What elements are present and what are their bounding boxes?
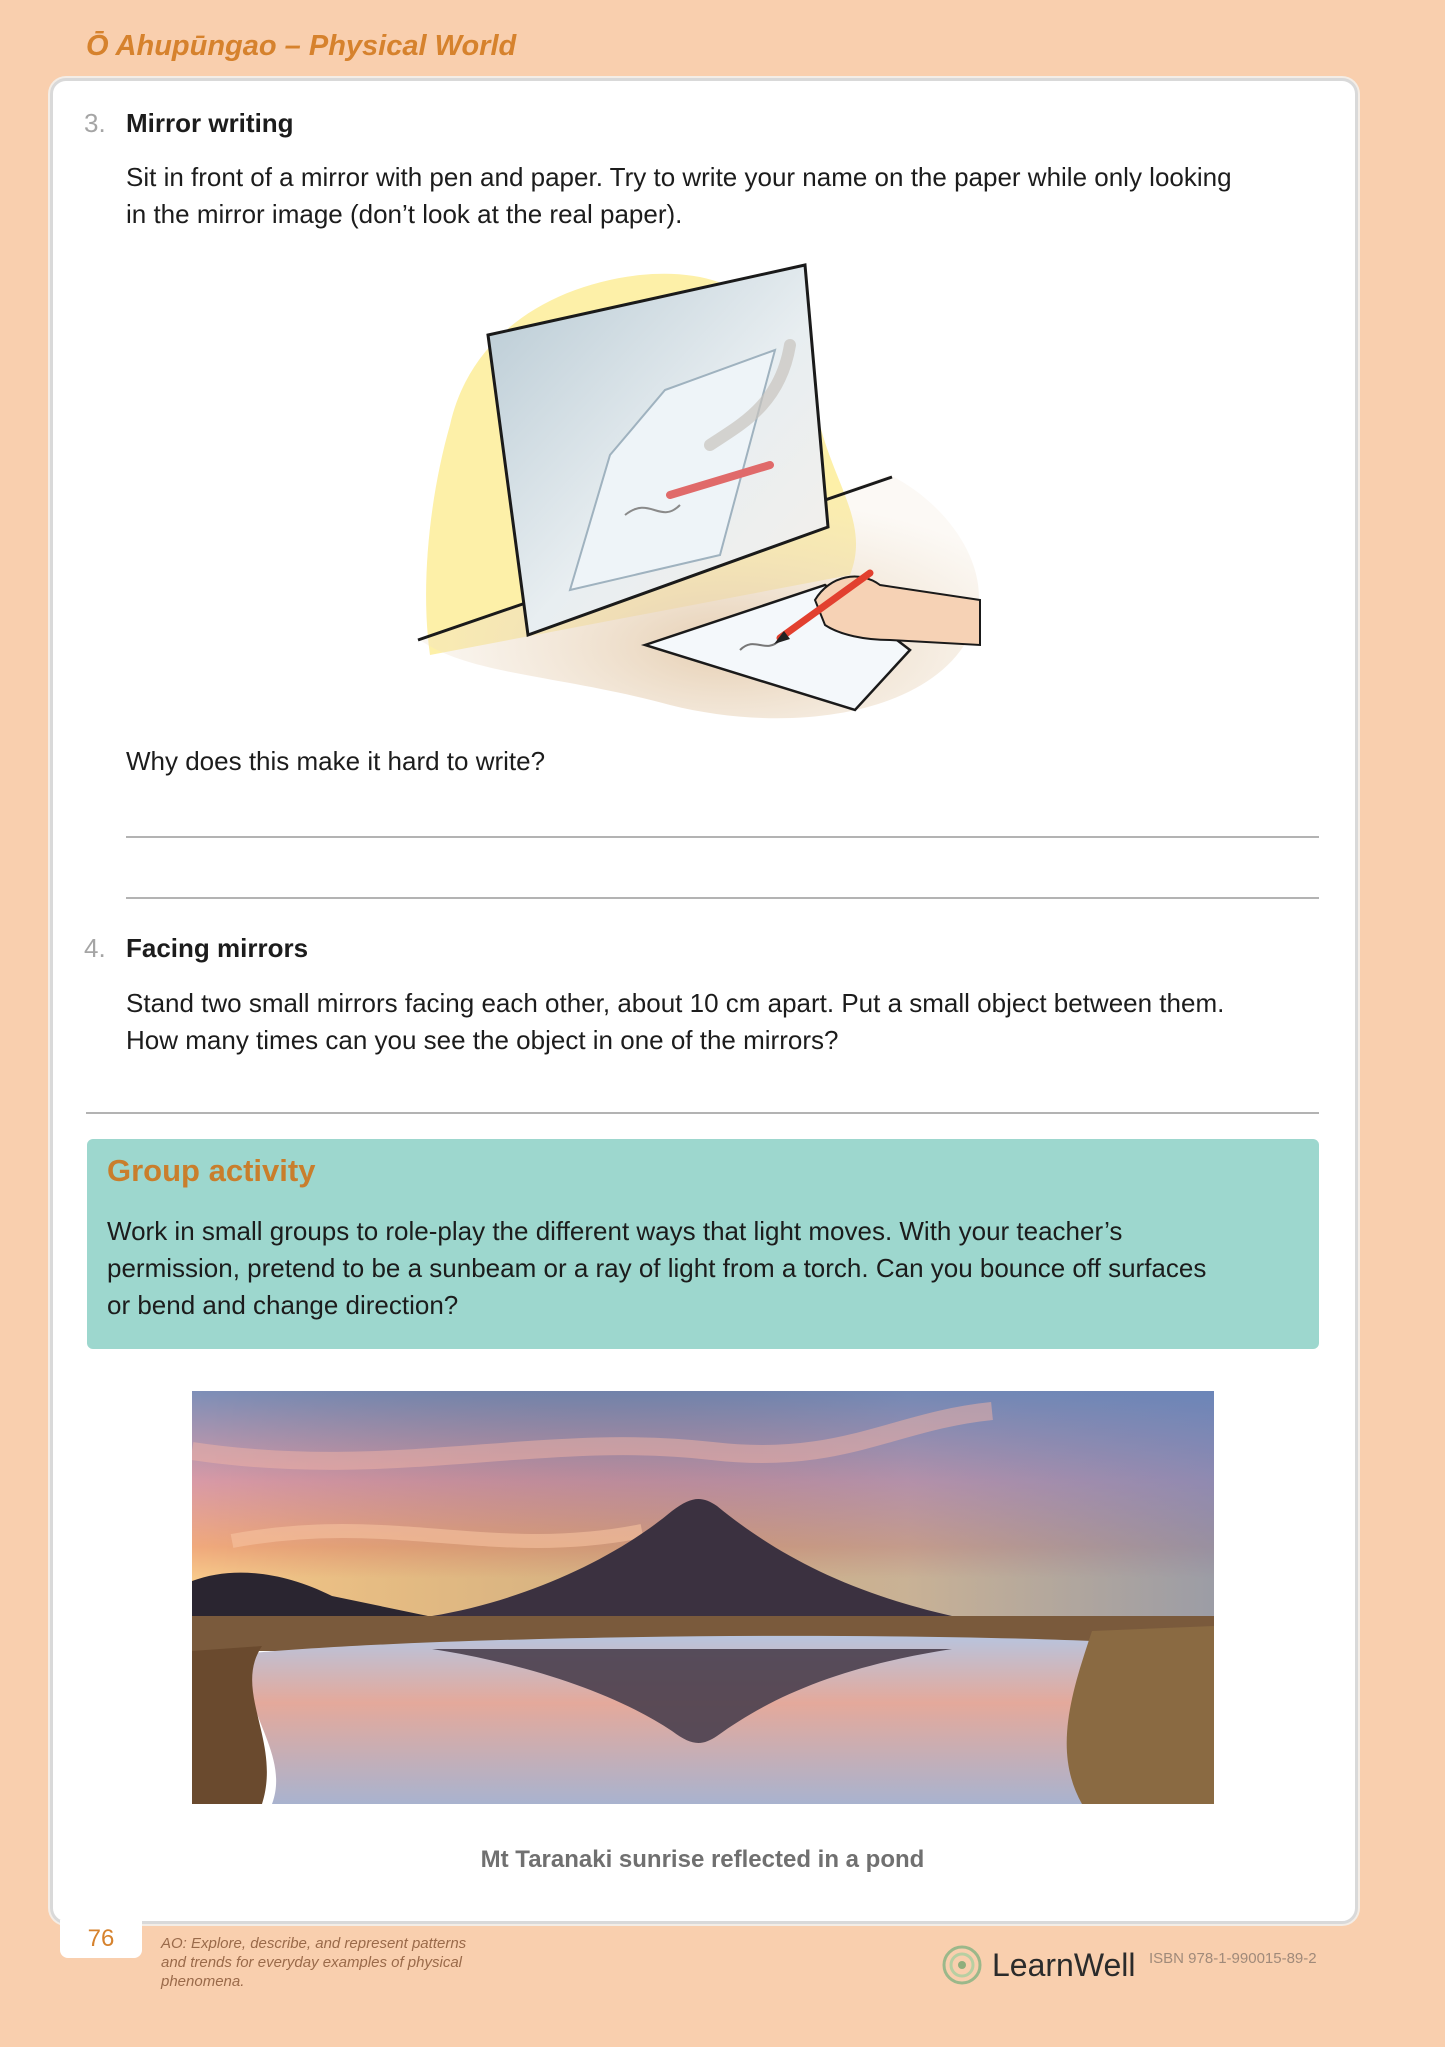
- group-activity-text: [107, 1213, 1302, 1324]
- answer-line[interactable]: [126, 836, 1319, 838]
- text-line: and trends for everyday examples of physical: [161, 1954, 462, 1971]
- text-line: AO: Explore, describe, and represent patterns: [161, 1935, 467, 1952]
- chapter-title: Ō Ahupūngao – Physical World: [86, 30, 517, 62]
- mirror-writing-illustration: [410, 255, 990, 725]
- isbn: ISBN 978-1-990015-89-2: [1149, 1950, 1317, 1967]
- question-number: 3.: [84, 108, 106, 138]
- page-number: 76: [60, 1920, 142, 1958]
- text-line: permission, pretend to be a sunbeam or a ray of light from a torch. Can you bounce off surfaces: [107, 1253, 1207, 1283]
- group-activity-title: Group activity: [107, 1153, 316, 1188]
- text-line: Stand two small mirrors facing each other, about 10 cm apart. Put a small object between them.: [126, 988, 1225, 1018]
- text-line: Sit in front of a mirror with pen and paper. Try to write your name on the paper while only looking: [126, 162, 1232, 192]
- photo-caption: Mt Taranaki sunrise reflected in a pond: [480, 1846, 925, 1873]
- text-line: How many times can you see the object in one of the mirrors?: [126, 1025, 839, 1055]
- question-4-text: [126, 985, 1406, 1059]
- text-line: phenomena.: [161, 1973, 245, 1990]
- group-activity-box: [87, 1139, 1319, 1349]
- mt-taranaki-photo: [192, 1391, 1214, 1804]
- text-line: in the mirror image (don’t look at the real paper).: [126, 199, 683, 229]
- question-3-prompt: Why does this make it hard to write?: [126, 746, 546, 776]
- text-line: Work in small groups to role-play the different ways that light moves. With your teacher’s: [107, 1216, 1123, 1246]
- question-number: 4.: [84, 933, 106, 963]
- answer-line[interactable]: [126, 897, 1319, 899]
- question-title: Mirror writing: [126, 108, 294, 138]
- text-line: or bend and change direction?: [107, 1290, 459, 1320]
- question-3-text: [126, 159, 1406, 233]
- section-divider: [86, 1112, 1319, 1114]
- spiral-logo-icon: [942, 1945, 982, 1985]
- brand-name: LearnWell: [992, 1947, 1136, 1983]
- question-title: Facing mirrors: [126, 933, 309, 963]
- achievement-objective: [161, 1934, 541, 1991]
